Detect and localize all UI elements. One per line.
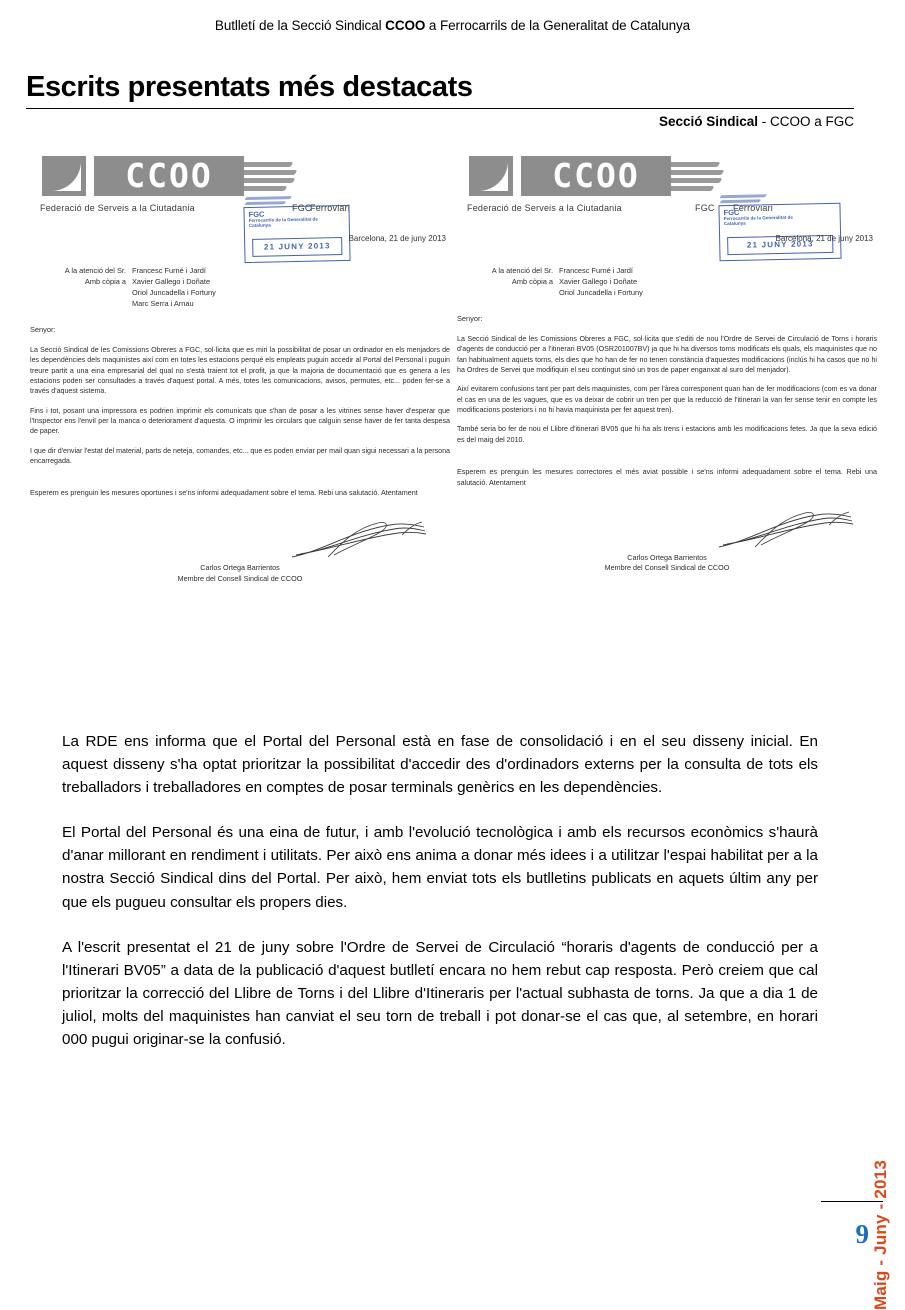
ccoo-bars-icon [671, 156, 727, 196]
copy-name: Marc Serra i Arnau [132, 299, 194, 309]
stamp-title: Ferrocarrils de la Generalitat de Catalunya [248, 216, 318, 229]
copy-row [457, 276, 877, 287]
copy-name: Oriol Juncadella i Fortuny [132, 288, 216, 298]
letter-paragraph: La Secció Sindical de les Comissions Obreres a FGC, sol·licita que es miri la possibilitat de posar un ordinador en els menjadors de les dependències dels maquinistes així com en totes les estacions perquè els empleats puguin accedir al Portal del Personal i puguin treure partit a una eina empresarial del qual no s'està traient tot el profit, ja que la majoria de documentació que es genera a les estacions poden ser consultades a través d'aquest portal. A més, totes les comunicacions, avisos, permutes, etc... poden fer-se a través d'aquest sistema. [30, 345, 450, 396]
article-paragraph: El Portal del Personal és una eina de futur, i amb l'evolució tecnològica i amb els recursos econòmics s'haurà d'anar millorant en rendiment i utilitats. Per això ens anima a donar més idees i a utilitzar l'espai habilitat per a la nostra Secció Sindical dins del Portal. Per això, hem enviat tots els butlletins publicats en aquets últim any per que els pugueu consultar els propers dies. [62, 824, 818, 911]
page-number-divider [821, 1201, 883, 1202]
ccoo-logo [30, 152, 450, 200]
signer-role: Membre del Consell Sindical de CCOO [604, 562, 730, 572]
header-suffix: a Ferrocarrils de la Generalitat de Catalunya [425, 18, 691, 33]
letter-city-date [30, 229, 450, 249]
scanned-letter-left [30, 152, 450, 700]
stamp-date: 21 JUNY 2013 [727, 235, 833, 255]
byline-rest: - CCOO a FGC [757, 114, 854, 130]
signer-name: Carlos Ortega Barrientos [200, 563, 280, 573]
federation-label: Federació de Serveis a la Ciutadania [467, 203, 622, 213]
header-ccoo: CCOO [385, 18, 426, 33]
issue-date-label: Maig - Juny - 2013 [871, 1160, 890, 1310]
salutation: Senyor: [457, 314, 483, 324]
article-paragraph: La RDE ens informa que el Portal del Personal està en fase de consolidació i en el seu disseny inicial. En aquest disseny s'ha optat prioritzar la possibilitat d'accedir des d'ordinadors externs per la consulta de tots els treballadors i treballadores en comptes de posar terminals genèrics en les dependències. [62, 733, 818, 797]
page-title: Escrits presentats més destacats [26, 71, 473, 103]
header-prefix: Butlletí de la Secció Sindical [214, 18, 386, 33]
signature-block [30, 525, 450, 583]
stamp-date: 21 JUNY 2013 [252, 237, 342, 257]
ccoo-bars-icon [244, 156, 300, 196]
fgc-label: FGC [292, 203, 312, 213]
letter-paragraph: I que dir d'enviar l'estat del material, parts de neteja, comandes, etc... que es poden enviar per mail quan sigui necessari a la persona encarregada. [30, 446, 450, 466]
attention-name: Francesc Furné i Jardí [132, 266, 206, 275]
letter-paragraph: Així evitarem confusions tant per part dels maquinistes, com per l'àrea corresponent quan han de fer modificacions (com es va donar el cas en una de les vagues, que es va deixar de cobrir un tren per que la reducció de l'itinerari la van fer sense tenir en compte les modificacions posteriors i no hi havia maquinista per fer aquest tren). [457, 385, 877, 414]
attention-name: Francesc Furné i Jardí [559, 266, 633, 275]
ccoo-arc-icon [469, 156, 513, 196]
headline-divider [26, 108, 854, 109]
signer-role: Membre del Consell Sindical de CCOO [177, 573, 303, 583]
handwritten-signature-icon [282, 521, 432, 561]
copy-label: Amb còpia a [84, 277, 126, 287]
ccoo-arc-icon [42, 156, 86, 196]
ferroviari-label: Ferroviari [733, 203, 774, 213]
attention-label: A la atenció del Sr. [64, 266, 126, 275]
copy-row [30, 276, 450, 287]
federation-label: Federació de Serveis a la Ciutadania [40, 203, 195, 213]
headline-block [26, 72, 854, 129]
attention-row [30, 265, 450, 276]
handwritten-signature-icon [709, 511, 859, 551]
section-byline [26, 114, 854, 129]
letterhead-federation-line [30, 202, 450, 215]
byline-bold: Secció Sindical [658, 114, 758, 130]
copy-row [30, 298, 450, 309]
copy-label: Amb còpia a [511, 277, 553, 287]
city-date-text: Barcelona, 21 de juny 2013 [775, 234, 873, 243]
ccoo-wordmark: CCOO [521, 156, 671, 196]
letter-closing: Esperem es prenguin les mesures correctores el més aviat possible i se'ns informi adequadament sobre el tema. Rebi una salutació. Atentament [457, 466, 877, 487]
letter-paragraph: La Secció Sindical de les Comissions Obreres a FGC, sol·licita que s'editi de nou l'Ordre de Servei de Circulació de Torns i horaris d'agents de conducció per a l'itinerari BV05 (OSR201007BV) ja que hi ha diversos torns modificats els quals, els maquinistes que no fan habitualment aquets torns, els dies que ho han de fer no tenen constància d'aquestes modificacions (inclús hi ha casos que no hi ha Ordres de Servei que modifiquin el seu contingut sinó un tros de paper enganxat al suro del menjador). [457, 334, 877, 374]
stamp-title: Ferrocarrils de la Generalitat de Catalunya [723, 214, 793, 227]
letter-paragraph: També seria bo fer de nou el Llibre d'itinerari BV05 que hi ha als trens i estacions amb les modificacions fetes. Ja que la seva edició es del maig del 2010. [457, 425, 877, 444]
stamp-fgc-label: FGC [723, 207, 740, 218]
salutation: Senyor: [30, 325, 56, 335]
attention-label: A la atenció del Sr. [491, 266, 553, 275]
page-number: 9 [855, 1219, 869, 1249]
signer-info [30, 563, 450, 584]
scanned-letters-area [0, 152, 905, 712]
addressee-block [30, 265, 450, 309]
letter-paragraph: Fins i tot, posant una impressora es podrien imprimir els comunicats que s'han de posar a les vitrines sense haver d'esperar que l'Inspector ens l'enviï per la manca o deteriorament d'aquesta. O imprimir les circulars que calguin sense haver de fer tanta despesa de paper. [30, 406, 450, 436]
ccoo-wordmark: CCOO [94, 156, 244, 196]
article-paragraph: A l'escrit presentat el 21 de juny sobre l'Ordre de Servei de Circulació “horaris d'agents de conducció per a l'Itinerari BV05” a data de la publicació d'aquest butlletí encara no hem rebut cap resposta. Però creiem que cal prioritzar la correcció del Llibre de Torns i del Llibre d'Itineraris per l'actual subhasta de torns. Ja que a dia 1 de juliol, molts del maquinistes han canviat el seu torn de treball i pot donar-se el cas que, al setembre, en horari 000 pugui originar-se la confusió. [62, 938, 818, 1049]
scanned-letter-right [457, 152, 877, 700]
attention-row [457, 265, 877, 276]
letter-city-date [457, 229, 877, 249]
city-date-text: Barcelona, 21 de juny 2013 [348, 234, 446, 243]
signer-name: Carlos Ortega Barrientos [627, 552, 707, 562]
copy-name: Oriol Juncadella i Fortuny [559, 288, 643, 298]
signer-info [457, 553, 877, 574]
copy-name: Xavier Gallego i Doñate [559, 277, 638, 287]
bulletin-header [0, 18, 905, 33]
copy-row [457, 287, 877, 298]
signature-block [457, 515, 877, 572]
fgc-label: FGC [695, 203, 715, 213]
addressee-block [457, 265, 877, 298]
copy-row [30, 287, 450, 298]
ferroviari-label: Ferroviari [310, 203, 351, 213]
copy-name: Xavier Gallego i Doñate [132, 277, 211, 287]
ccoo-logo [457, 152, 877, 200]
article-body [62, 730, 818, 1051]
stamp-fgc-label: FGC [248, 209, 265, 219]
letter-closing: Esperem es prenguin les mesures oportunes i se'ns informi adequadament sobre el tema. Rebi una salutació. Atentament [30, 488, 418, 498]
